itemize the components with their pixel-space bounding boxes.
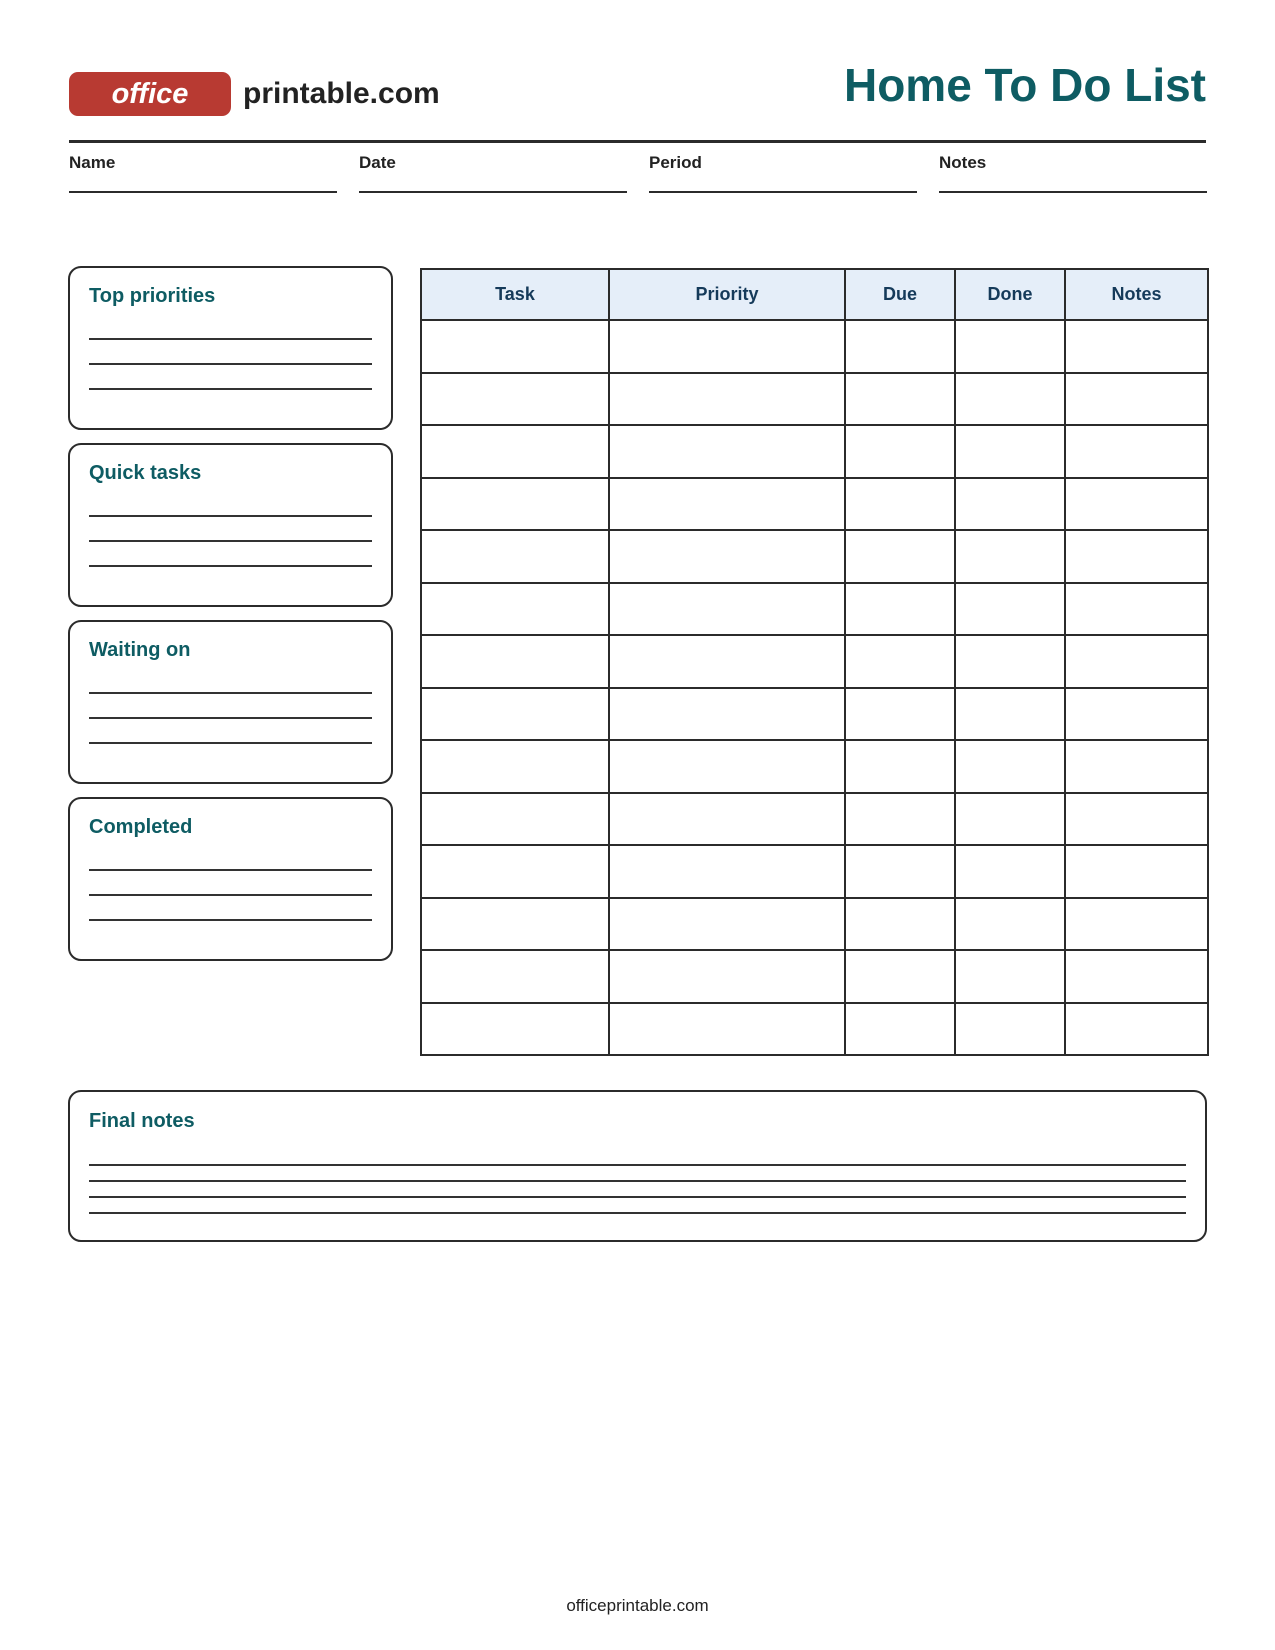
name-field[interactable] [69, 153, 337, 193]
writing-line [89, 1212, 1186, 1214]
date-label: Date [359, 153, 396, 172]
cell-task[interactable] [421, 635, 609, 688]
writing-line [89, 565, 372, 567]
logo-badge: office [69, 72, 231, 116]
period-field[interactable] [649, 153, 917, 193]
writing-line [89, 515, 372, 517]
cell-due[interactable] [845, 320, 955, 373]
cell-done[interactable] [955, 1003, 1065, 1056]
logo-domain: printable.com [243, 77, 440, 110]
cell-notes[interactable] [1065, 425, 1208, 478]
cell-task[interactable] [421, 583, 609, 636]
writing-line [89, 919, 372, 921]
cell-due[interactable] [845, 635, 955, 688]
date-underline [359, 191, 627, 193]
cell-priority[interactable] [609, 320, 845, 373]
cell-priority[interactable] [609, 373, 845, 426]
top-priorities-box[interactable] [68, 266, 393, 430]
completed-box[interactable] [68, 797, 393, 961]
cell-due[interactable] [845, 688, 955, 741]
table-row [421, 320, 1208, 373]
name-underline [69, 191, 337, 193]
table-row [421, 635, 1208, 688]
cell-done[interactable] [955, 635, 1065, 688]
quick-tasks-title: Quick tasks [89, 462, 202, 484]
waiting-on-box[interactable] [68, 620, 393, 784]
cell-done[interactable] [955, 793, 1065, 846]
final-notes-box[interactable] [68, 1090, 1207, 1242]
cell-due[interactable] [845, 740, 955, 793]
cell-priority[interactable] [609, 688, 845, 741]
cell-priority[interactable] [609, 740, 845, 793]
cell-done[interactable] [955, 478, 1065, 531]
notes-label: Notes [939, 153, 987, 172]
table-row [421, 898, 1208, 951]
cell-notes[interactable] [1065, 740, 1208, 793]
cell-priority[interactable] [609, 845, 845, 898]
writing-line [89, 1180, 1186, 1182]
cell-done[interactable] [955, 688, 1065, 741]
cell-notes[interactable] [1065, 793, 1208, 846]
table-row [421, 530, 1208, 583]
writing-line [89, 869, 372, 871]
cell-notes[interactable] [1065, 635, 1208, 688]
cell-notes[interactable] [1065, 478, 1208, 531]
cell-done[interactable] [955, 583, 1065, 636]
cell-priority[interactable] [609, 635, 845, 688]
name-label: Name [69, 153, 116, 172]
column-header-due: Due [845, 269, 955, 320]
column-header-priority: Priority [609, 269, 845, 320]
table-body [421, 320, 1208, 1055]
cell-task[interactable] [421, 688, 609, 741]
header-divider [69, 140, 1206, 143]
table-row [421, 688, 1208, 741]
cell-done[interactable] [955, 845, 1065, 898]
writing-line [89, 894, 372, 896]
notes-underline [939, 191, 1207, 193]
column-header-task: Task [421, 269, 609, 320]
cell-notes[interactable] [1065, 950, 1208, 1003]
cell-due[interactable] [845, 530, 955, 583]
table-row [421, 478, 1208, 531]
writing-line [89, 742, 372, 744]
cell-task[interactable] [421, 950, 609, 1003]
cell-task[interactable] [421, 373, 609, 426]
writing-line [89, 388, 372, 390]
cell-notes[interactable] [1065, 845, 1208, 898]
cell-done[interactable] [955, 530, 1065, 583]
writing-line [89, 692, 372, 694]
cell-task[interactable] [421, 898, 609, 951]
cell-priority[interactable] [609, 1003, 845, 1056]
cell-notes[interactable] [1065, 583, 1208, 636]
period-underline [649, 191, 917, 193]
cell-done[interactable] [955, 320, 1065, 373]
writing-line [89, 338, 372, 340]
cell-due[interactable] [845, 1003, 955, 1056]
cell-due[interactable] [845, 845, 955, 898]
notes-field[interactable] [939, 153, 1207, 193]
footer-url: officeprintable.com [566, 1596, 709, 1615]
cell-due[interactable] [845, 425, 955, 478]
writing-line [89, 1164, 1186, 1166]
cell-task[interactable] [421, 793, 609, 846]
cell-due[interactable] [845, 583, 955, 636]
cell-notes[interactable] [1065, 1003, 1208, 1056]
cell-due[interactable] [845, 793, 955, 846]
writing-line [89, 540, 372, 542]
table-header-row [421, 269, 1208, 320]
task-table [420, 268, 1209, 1056]
cell-task[interactable] [421, 425, 609, 478]
cell-due[interactable] [845, 898, 955, 951]
top-priorities-title: Top priorities [89, 285, 216, 307]
cell-done[interactable] [955, 950, 1065, 1003]
table-row [421, 740, 1208, 793]
cell-priority[interactable] [609, 898, 845, 951]
cell-due[interactable] [845, 373, 955, 426]
cell-priority[interactable] [609, 478, 845, 531]
cell-task[interactable] [421, 530, 609, 583]
quick-tasks-box[interactable] [68, 443, 393, 607]
column-header-done: Done [955, 269, 1065, 320]
table-row [421, 425, 1208, 478]
cell-done[interactable] [955, 740, 1065, 793]
cell-task[interactable] [421, 845, 609, 898]
cell-priority[interactable] [609, 583, 845, 636]
column-header-notes: Notes [1065, 269, 1208, 320]
table-row [421, 583, 1208, 636]
cell-notes[interactable] [1065, 373, 1208, 426]
date-field[interactable] [359, 153, 627, 193]
writing-line [89, 363, 372, 365]
writing-line [89, 717, 372, 719]
table-row [421, 845, 1208, 898]
cell-due[interactable] [845, 950, 955, 1003]
cell-task[interactable] [421, 478, 609, 531]
cell-done[interactable] [955, 898, 1065, 951]
table-row [421, 1003, 1208, 1056]
waiting-on-title: Waiting on [89, 639, 191, 661]
cell-due[interactable] [845, 478, 955, 531]
cell-notes[interactable] [1065, 898, 1208, 951]
final-notes-title: Final notes [89, 1110, 195, 1132]
cell-notes[interactable] [1065, 530, 1208, 583]
cell-task[interactable] [421, 320, 609, 373]
cell-priority[interactable] [609, 530, 845, 583]
cell-task[interactable] [421, 1003, 609, 1056]
writing-line [89, 1196, 1186, 1198]
page-title: Home To Do List [843, 59, 1206, 111]
cell-priority[interactable] [609, 793, 845, 846]
table-row [421, 950, 1208, 1003]
cell-notes[interactable] [1065, 688, 1208, 741]
table-row [421, 793, 1208, 846]
cell-done[interactable] [955, 373, 1065, 426]
cell-notes[interactable] [1065, 320, 1208, 373]
table-row [421, 373, 1208, 426]
cell-done[interactable] [955, 425, 1065, 478]
cell-priority[interactable] [609, 950, 845, 1003]
cell-priority[interactable] [609, 425, 845, 478]
cell-task[interactable] [421, 740, 609, 793]
completed-title: Completed [89, 816, 193, 838]
period-label: Period [649, 153, 702, 172]
